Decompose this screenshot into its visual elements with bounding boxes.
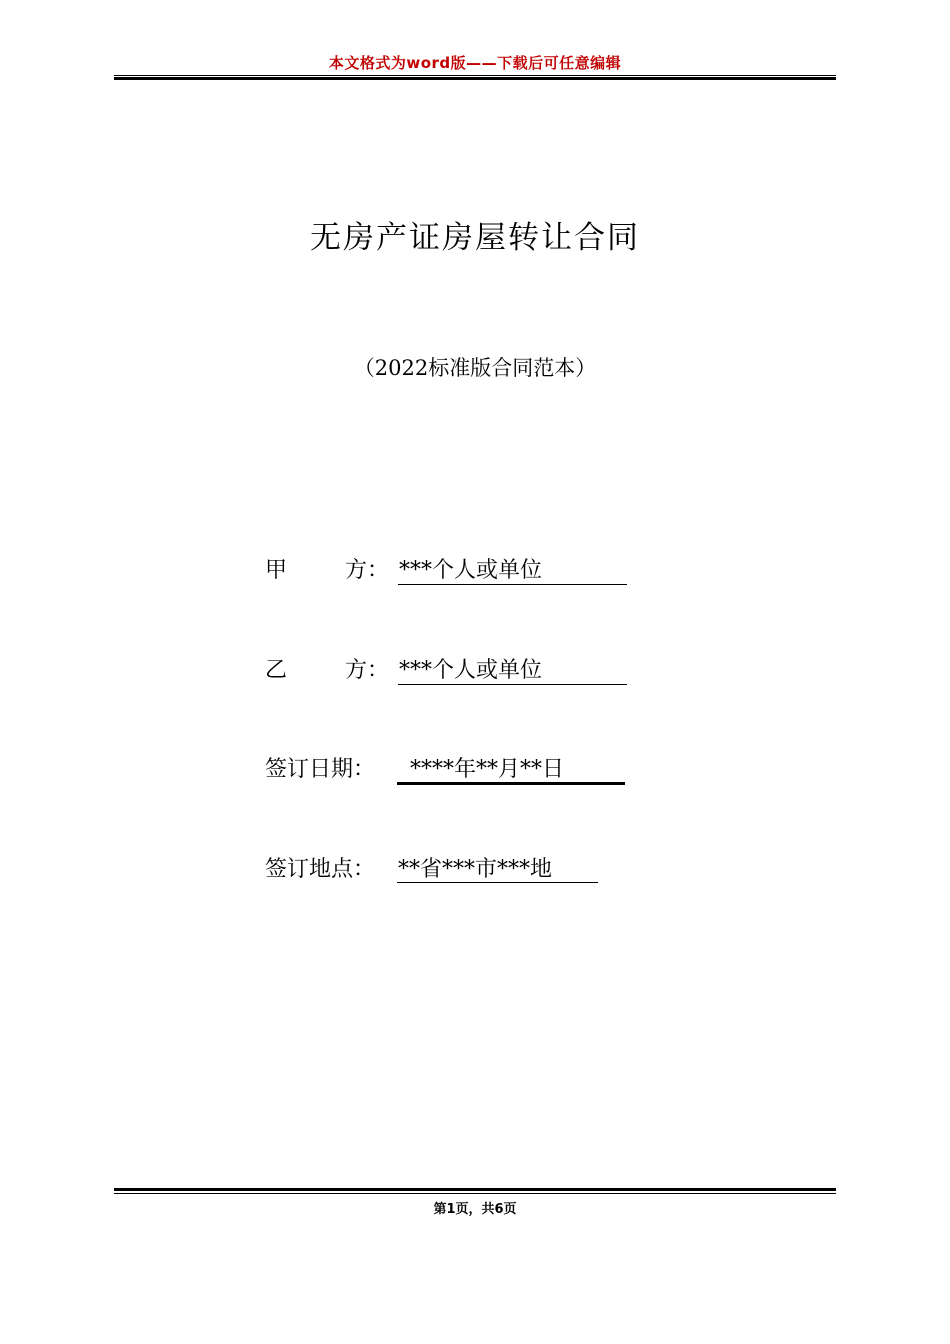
header-rule-bottom — [114, 77, 836, 80]
party-b-underline — [398, 684, 627, 685]
party-a-label-first: 甲 — [265, 558, 288, 583]
party-b-label-first: 乙 — [265, 658, 288, 683]
sign-place-value: **省***市***地 — [398, 857, 553, 882]
party-a-label-last: 方： — [345, 558, 390, 583]
document-subtitle: （2022标准版合同范本） — [353, 356, 597, 380]
header-rule-top — [114, 75, 836, 76]
header-note: 本文格式为word版——下载后可任意编辑 — [328, 54, 622, 72]
party-b-label — [265, 653, 389, 684]
sign-date-label: 签订日期： — [265, 757, 376, 782]
party-b-label-last: 方： — [345, 658, 390, 683]
sign-place-underline — [397, 882, 598, 883]
party-a-underline — [398, 584, 627, 585]
document-title: 无房产证房屋转让合同 — [310, 220, 640, 256]
page-indicator: 第1页，共6页 — [433, 1202, 517, 1217]
sign-date-value: ****年**月**日 — [410, 757, 565, 782]
party-a-label — [265, 553, 389, 584]
party-a-value: ***个人或单位 — [399, 558, 543, 583]
footer-rule-bottom — [114, 1193, 836, 1194]
sign-place-label: 签订地点： — [265, 857, 376, 882]
sign-date-underline — [397, 782, 625, 785]
party-b-value: ***个人或单位 — [399, 658, 543, 683]
footer-rule-top — [114, 1188, 836, 1191]
